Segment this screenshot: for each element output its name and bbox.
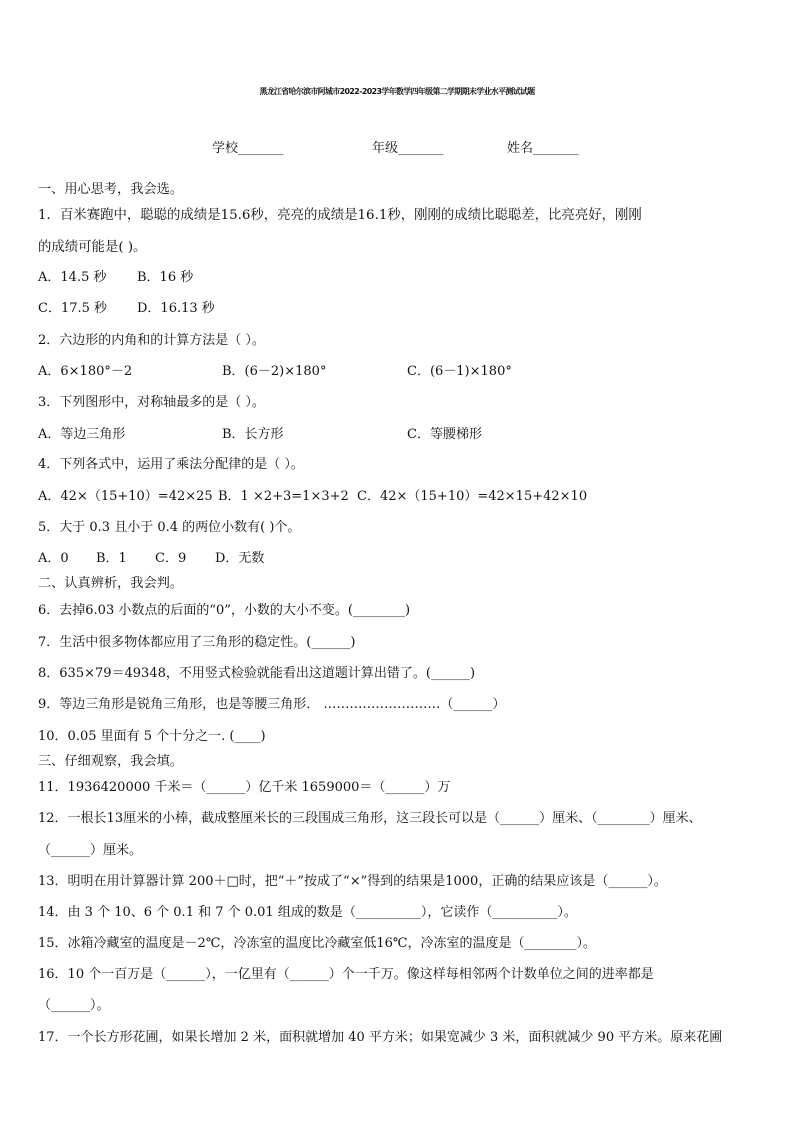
question-2-option-c: C．(6－1)×180°	[407, 364, 512, 379]
question-3-option-c: C．等腰梯形	[407, 427, 482, 442]
question-2: 2．六边形的内角和的计算方法是（ ）。	[38, 333, 265, 348]
question-4-option-b: B．1 ×2+3=1×3+2	[218, 489, 349, 504]
question-5-option-c: C．9	[155, 551, 187, 566]
question-13: 13．明明在用计算器计算 200＋□时，把“＋”按成了“×”得到的结果是1000，正确的结果应该是（______）。	[38, 874, 667, 889]
question-4-option-a: A．42×（15+10）=42×25	[38, 489, 213, 504]
question-1-option-a: A．14.5 秒	[38, 270, 107, 285]
question-3: 3．下列图形中，对称轴最多的是（ ）。	[38, 395, 265, 410]
question-16-line-1: 16．10 个一百万是（______），一亿里有（______）个一千万。像这样每相邻两个计数单位之间的进率都是	[38, 967, 654, 982]
question-7: 7．生活中很多物体都应用了三角形的稳定性。(______)	[38, 635, 356, 650]
school-field: 学校_______	[212, 141, 284, 156]
name-field: 姓名_______	[507, 141, 579, 156]
question-15: 15．冰箱冷藏室的温度是－2℃，冷冻室的温度比冷藏室低16℃，冷冻室的温度是（________）。	[38, 936, 596, 951]
question-6: 6．去掉6.03 小数点的后面的“0”，小数的大小不变。(________)	[38, 603, 411, 618]
question-16-line-2: （______）。	[38, 998, 110, 1013]
section-heading-judge: 二、认真辨析，我会判。	[38, 576, 184, 591]
question-10: 10．0.05 里面有 5 个十分之一. (____)	[38, 729, 266, 744]
question-11: 11．1936420000 千米＝（______）亿千米 1659000＝（______）万	[38, 780, 451, 795]
page-title: 黑龙江省哈尔滨市阿城市2022-2023学年数学四年级第二学期期末学业水平测试试题	[259, 87, 535, 96]
section-heading-fill: 三、仔细观察，我会填。	[38, 754, 184, 769]
question-3-option-a: A．等边三角形	[38, 427, 126, 442]
question-5-option-a: A．0	[38, 551, 69, 566]
question-1-option-b: B．16 秒	[137, 270, 194, 285]
question-4: 4．下列各式中，运用了乘法分配律的是（ ）。	[38, 457, 304, 472]
question-5-option-d: D．无数	[215, 551, 265, 566]
question-17: 17．一个长方形花圃，如果长增加 2 米，面积就增加 40 平方米；如果宽减少 3 米，面积就减少 90 平方米。原来花圃	[38, 1030, 723, 1045]
question-12-line-1: 12．一根长13厘米的小棒，截成整厘米长的三段围成三角形，这三段长可以是（______）厘米、（________）厘米、	[38, 811, 702, 826]
question-1-option-c: C．17.5 秒	[38, 301, 108, 316]
question-2-option-a: A．6×180°－2	[38, 364, 133, 379]
question-9: 9．等边三角形是锐角三角形，也是等腰三角形． ………………………（______）	[38, 697, 506, 712]
question-4-option-c: C．42×（15+10）=42×15+42×10	[357, 489, 588, 504]
section-heading-choice: 一、用心思考，我会选。	[38, 182, 184, 197]
question-5-option-b: B．1	[96, 551, 127, 566]
question-12-line-2: （______）厘米。	[38, 843, 143, 858]
question-1-line-1: 1．百米赛跑中，聪聪的成绩是15.6秒，亮亮的成绩是16.1秒，刚刚的成绩比聪聪差，比亮亮好，刚刚	[38, 208, 642, 223]
grade-field: 年级_______	[372, 141, 444, 156]
question-14: 14．由 3 个 10、6 个 0.1 和 7 个 0.01 组成的数是（__________），它读作（__________）。	[38, 905, 577, 920]
question-1-line-2: 的成绩可能是( )。	[38, 240, 147, 255]
question-2-option-b: B．(6－2)×180°	[222, 364, 327, 379]
question-1-option-d: D．16.13 秒	[137, 301, 215, 316]
question-5: 5．大于 0.3 且小于 0.4 的两位小数有( )个。	[38, 520, 301, 535]
question-3-option-b: B．长方形	[222, 427, 284, 442]
question-8: 8．635×79＝49348，不用竖式检验就能看出这道题计算出错了。(______)	[38, 666, 476, 681]
